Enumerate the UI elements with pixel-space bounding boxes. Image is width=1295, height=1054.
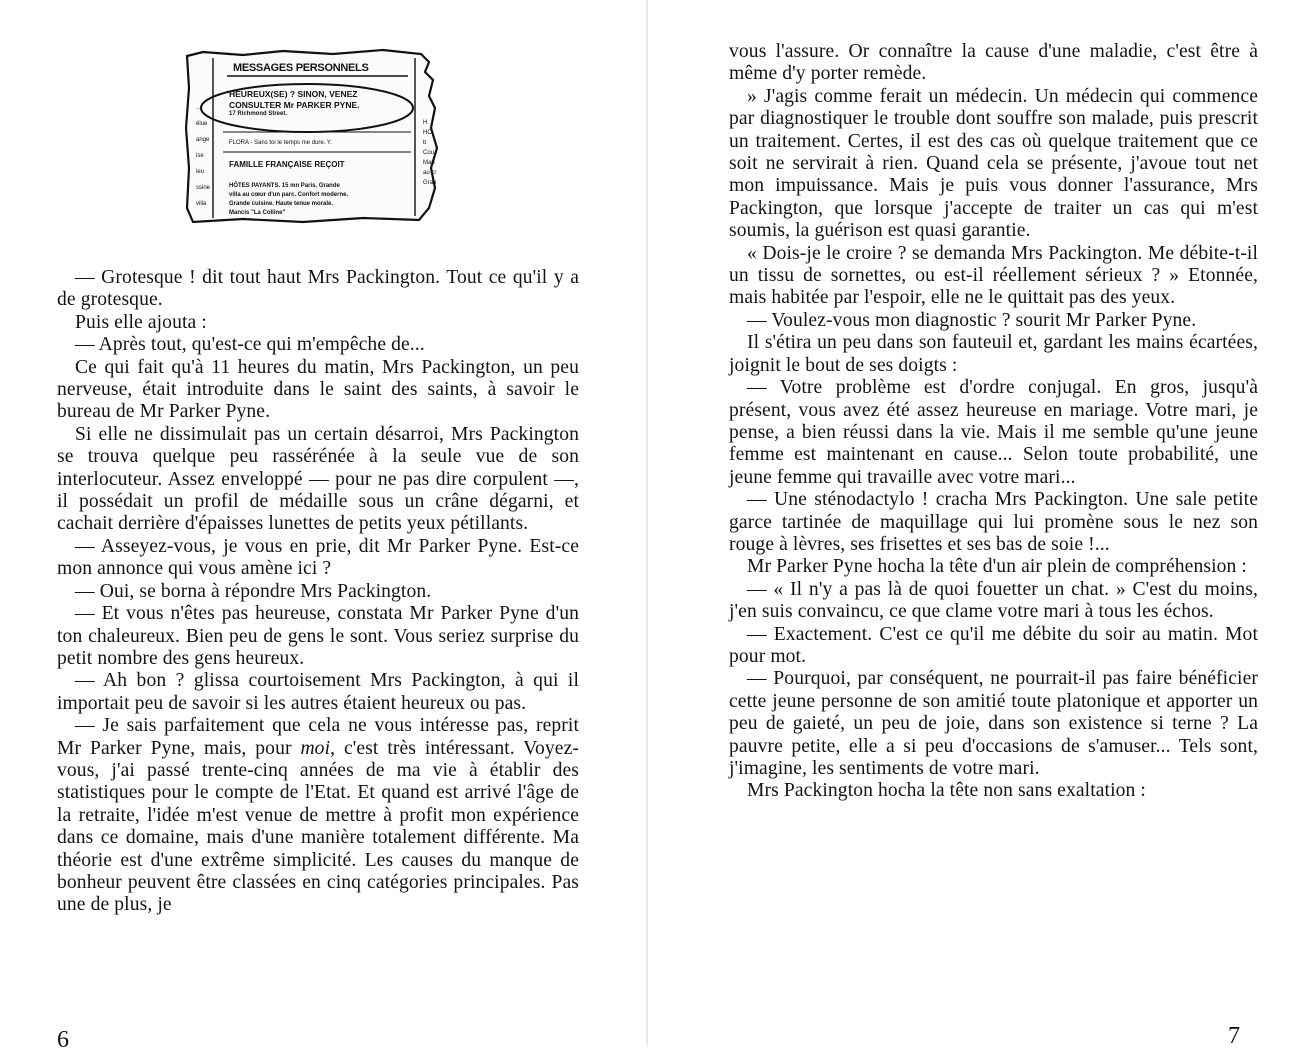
- clipping-ad-line: HÔTES PAYANTS. 15 mn Paris. Grande: [229, 183, 340, 189]
- paragraph: Mrs Packington hocha la tête non sans exaltation :: [747, 780, 1146, 802]
- paragraph: — Pourquoi, par conséquent, ne pourrait-il pas faire bénéficier cette jeune personne de son amitié toute platonique et apporter un peu de gaieté, un peu de joie, dans son existence si terne ? La pauvre petite, elle a si peu d'occasions de s'amuser... Tels sont, j'imagine, les sentiments de votre mari.: [729, 668, 1258, 779]
- paragraph-continuation: vous l'assure. Or connaître la cause d'une maladie, c'est être à même d'y porter remède.: [729, 41, 1258, 85]
- paragraph: — « Il n'y a pas là de quoi fouetter un chat. » C'est du moins, j'en suis convaincu, ce que clame votre mari à tous les échos.: [729, 578, 1258, 623]
- clipping-fragment: b: [423, 140, 427, 146]
- clipping-fragment: Man: [423, 160, 435, 166]
- clipping-fragment: Cou: [423, 150, 435, 156]
- text-run: , c'est très intéressant. Voyez-vous, j'ai passé trente-cinq années de ma vie à établir des statistiques pour le compte de l'Etat. Et quand est arrivé l'âge de la retraite, l'idée m'est venue de mettre à profit mon expérience dans ce domaine, mais d'une manière totalement différente. Ma théorie est d'une extrême simplicité. Les causes du manque de bonheur peuvent être classées en cinq catégories principales. Pas une de plus, je: [57, 737, 579, 916]
- right-page: [648, 0, 1295, 1049]
- clipping-ad-flora: FLORA - Sans toi le temps me dure. Y.: [229, 140, 332, 146]
- newspaper-clipping: [183, 48, 441, 224]
- left-page-text: [57, 267, 579, 917]
- clipping-fragment: ise: [196, 153, 204, 159]
- clipping-right-column: [423, 118, 441, 188]
- paragraph: — Ah bon ? glissa courtoisement Mrs Packington, à qui il importait peu de savoir si les autres étaient heureux ou pas.: [57, 670, 579, 714]
- clipping-heading: MESSAGES PERSONNELS: [233, 62, 369, 74]
- clipping-ad-line: Mancis "La Colline": [229, 210, 286, 216]
- clipping-fragment: élue: [196, 121, 208, 127]
- clipping-ad-line: Grande cuisine. Haute tenue morale.: [229, 201, 334, 207]
- right-page-text: [729, 41, 1258, 803]
- clipping-fragment: Gran: [423, 180, 437, 186]
- paragraph: Ce qui fait qu'à 11 heures du matin, Mrs Packington, un peu nerveuse, était introduite dans le saint des saints, à savoir le bureau de Mr Parker Pyne.: [57, 356, 579, 423]
- clipping-fragment: au cr: [423, 170, 437, 176]
- clipping-ad-line: HEUREUX(SE) ? SINON, VENEZ: [229, 89, 358, 99]
- clipping-ad-line: CONSULTER Mr PARKER PYNE.: [229, 100, 360, 110]
- paragraph: » J'agis comme ferait un médecin. Un médecin qui commence par diagnostiquer le trouble dont souffre son malade, puis prescrit un traitement. Certes, il est des cas où quelque traitement que ce soit ne servirait à rien. Quand cela se présente, j'avoue tout net mon impuissance. Mais je puis vous donner l'assurance, Mrs Packington, que lorsque j'accepte de traiter un cas qui m'est soumis, la guérison est quasi garantie.: [729, 85, 1258, 242]
- paragraph: — Une sténodactylo ! cracha Mrs Packington. Une sale petite garce tartinée de maquillage qui lui promène sous le nez son rouge à lèvres, ses frisettes et ses bas de soie !...: [729, 489, 1258, 555]
- paragraph: — Votre problème est d'ordre conjugal. En gros, jusqu'à présent, vous avez été assez heureuse en mariage. Votre mari, je pense, a bien réussi dans la vie. Mais il me semble qu'une jeune femme est maintenant en cause... Selon toute probabilité, une jeune femme qui travaille avec votre mari...: [729, 377, 1258, 488]
- paragraph: Puis elle ajouta :: [75, 311, 207, 333]
- clipping-ad-parker-pyne: [229, 89, 409, 111]
- paragraph: — Asseyez-vous, je vous en prie, dit Mr Parker Pyne. Est-ce mon annonce qui vous amène ici ?: [57, 535, 579, 580]
- clipping-ad-famille-heading: [229, 160, 414, 170]
- clipping-ad-line: villa au cœur d'un parc. Confort moderne.: [229, 192, 349, 198]
- paragraph: Si elle ne dissimulait pas un certain désarroi, Mrs Packington se trouva quelque peu rassérénée à la seule vue de son interlocuteur. Assez enveloppé — pour ne pas dire corpulent —, il possédait un profil de médaille sous un crâne dégarni, et cachait derrière d'épaisses lunettes de petits yeux pétillants.: [57, 423, 579, 535]
- left-page: [0, 0, 647, 1053]
- paragraph: « Dois-je le croire ? se demanda Mrs Packington. Me débite-t-il un tissu de sornettes, ou est-il réellement sérieux ? » Etonnée, mais habitée par l'espoir, elle ne le quittait pas des yeux.: [729, 242, 1258, 309]
- page-number: 6: [57, 1027, 69, 1053]
- clipping-fragment: ange: [196, 137, 210, 143]
- page-number: 7: [1228, 1023, 1240, 1049]
- clipping-fragment: ieu: [196, 169, 205, 175]
- italic-text: moi: [300, 737, 331, 759]
- paragraph: — Après tout, qu'est-ce qui m'empêche de...: [75, 334, 425, 356]
- clipping-ad-line: FAMILLE FRANÇAISE REÇOIT: [229, 160, 345, 169]
- clipping-fragment: villa: [196, 201, 207, 207]
- paragraph: Mr Parker Pyne hocha la tête d'un air plein de compréhension :: [747, 556, 1247, 578]
- paragraph: [57, 715, 579, 917]
- paragraph: — Voulez-vous mon diagnostic ? sourit Mr Parker Pyne.: [747, 309, 1197, 331]
- text-run: — Je sais parfaitement que cela ne vous intéresse pas, reprit Mr Parker Pyne, mais, pour: [57, 715, 579, 759]
- paragraph: — Oui, se borna à répondre Mrs Packington.: [75, 580, 432, 602]
- clipping-fragment: HO: [423, 130, 432, 136]
- clipping-ad-address: 17 Richmond Street.: [229, 111, 288, 117]
- paragraph: — Grotesque ! dit tout haut Mrs Packington. Tout ce qu'il y a de grotesque.: [57, 267, 579, 311]
- clipping-fragment: ssine: [196, 185, 211, 191]
- clipping-ad-famille-body: [229, 182, 414, 218]
- clipping-left-column: [196, 100, 214, 212]
- paragraph: — Et vous n'êtes pas heureuse, constata Mr Parker Pyne d'un ton chaleureux. Bien peu de gens le sont. Vous seriez surprise du petit nombre des gens heureux.: [57, 603, 579, 669]
- clipping-fragment: H: [423, 120, 428, 126]
- clipping-fragment: …: [196, 105, 202, 111]
- paragraph: Il s'étira un peu dans son fauteuil et, gardant les mains écartées, joignit le bout de ses doigts :: [729, 332, 1258, 376]
- paragraph: — Exactement. C'est ce qu'il me débite du soir au matin. Mot pour mot.: [729, 623, 1258, 667]
